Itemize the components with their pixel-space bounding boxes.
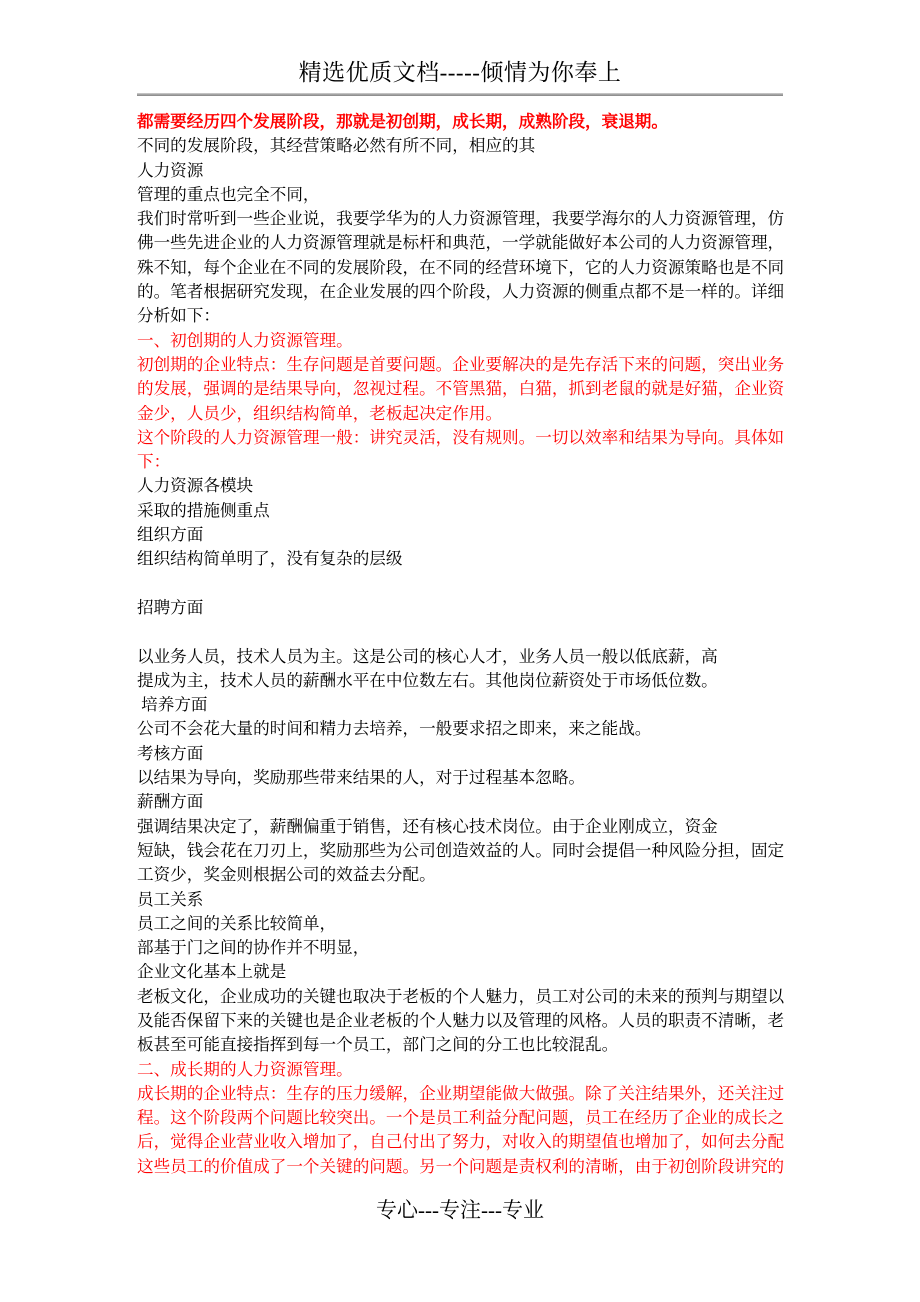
text-line: 二、成长期的人力资源管理。: [137, 1059, 353, 1079]
text-line: 员工之间的关系比较简单，: [137, 913, 337, 933]
text-line: 的发展，强调的是结果导向，忽视过程。不管黑猫，白猫，抓到老鼠的就是好猫，企业资: [137, 379, 785, 399]
text-line: 企业文化基本上就是: [137, 962, 287, 982]
text-line: 这些员工的价值成了一个关键的问题。另一个问题是责权利的清晰，由于初创阶段讲究的: [137, 1156, 785, 1176]
text-line: 管理的重点也完全不同，: [137, 184, 320, 204]
text-line: 采取的措施侧重点: [137, 500, 270, 520]
text-line: 提成为主，技术人员的薪酬水平在中位数左右。其他岗位薪资处于市场低位数。: [137, 670, 718, 690]
text-line: 及能否保留下来的关键也是企业老板的个人魅力以及管理的风格。人员的职责不清晰，老: [137, 1010, 785, 1030]
text-line: 一、初创期的人力资源管理。: [137, 330, 353, 350]
text-line: 分析如下：: [137, 306, 220, 326]
text-line: 强调结果决定了，薪酬偏重于销售，还有核心技术岗位。由于企业刚成立，资金: [137, 816, 718, 836]
text-line: [137, 572, 797, 596]
text-line: 人力资源各模块: [137, 476, 254, 496]
text-line: 板甚至可能直接指挥到每一个员工，部门之间的分工也比较混乱。: [137, 1035, 619, 1055]
text-line: 组织结构简单明了，没有复杂的层级: [137, 549, 403, 569]
text-line: 初创期的企业特点：生存问题是首要问题。企业要解决的是先存活下来的问题，突出业务: [137, 354, 785, 374]
text-line: 老板文化，企业成功的关键也取决于老板的个人魅力，员工对公司的未来的预判与期望以: [137, 986, 785, 1006]
text-line: 招聘方面: [137, 597, 204, 617]
text-line: 以结果为导向，奖励那些带来结果的人，对于过程基本忽略。: [137, 768, 586, 788]
text-line: 以业务人员，技术人员为主。这是公司的核心人才，业务人员一般以低底薪，高: [137, 646, 718, 666]
document-footer-text: 专心---专注---专业: [376, 1198, 544, 1222]
text-line: 薪酬方面: [137, 792, 204, 812]
text-line: 我们时常听到一些企业说，我要学华为的人力资源管理，我要学海尔的人力资源管理，仿: [137, 209, 785, 229]
text-line: 佛一些先进企业的人力资源管理就是标杆和典范，一学就能做好本公司的人力资源管理，: [137, 233, 785, 253]
text-line: 不同的发展阶段，其经营策略必然有所不同，相应的其: [137, 136, 536, 156]
text-line: 部基于门之间的协作并不明显，: [137, 938, 370, 958]
text-line: 程。这个阶段两个问题比较突出。一个是员工利益分配问题，员工在经历了企业的成长之: [137, 1108, 785, 1128]
text-line: 这个阶段的人力资源管理一般：讲究灵活，没有规则。一切以效率和结果为导向。具体如: [137, 427, 785, 447]
text-line: 工资少，奖金则根据公司的效益去分配。: [137, 865, 436, 885]
text-line: 的。笔者根据研究发现，在企业发展的四个阶段，人力资源的侧重点都不是一样的。详细: [137, 282, 785, 302]
text-line: 员工关系: [137, 889, 204, 909]
text-line: 培养方面: [137, 695, 208, 715]
text-line: [137, 620, 797, 644]
text-line: 金少，人员少，组织结构简单，老板起决定作用。: [137, 403, 503, 423]
text-line: 都需要经历四个发展阶段，那就是初创期，成长期，成熟阶段，衰退期。: [137, 112, 668, 131]
text-line: 公司不会花大量的时间和精力去培养，一般要求招之即来，来之能战。: [137, 719, 652, 739]
text-line: 下：: [137, 452, 171, 472]
document-body: [137, 110, 797, 1179]
text-line: 殊不知，每个企业在不同的发展阶段，在不同的经营环境下，它的人力资源策略也是不同: [137, 257, 785, 277]
text-line: 成长期的企业特点：生存的压力缓解，企业期望能做大做强。除了关注结果外，还关注过: [137, 1083, 785, 1103]
header-rule: [137, 93, 783, 96]
text-line: 短缺，钱会花在刀刃上，奖励那些为公司创造效益的人。同时会提倡一种风险分担，固定: [137, 840, 785, 860]
text-line: 考核方面: [137, 743, 204, 763]
text-line: 后，觉得企业营业收入增加了，自己付出了努力，对收入的期望值也增加了，如何去分配: [137, 1132, 785, 1152]
text-line: 人力资源: [137, 160, 204, 180]
document-header-title: 精选优质文档-----倾情为你奉上: [298, 60, 622, 85]
text-line: 组织方面: [137, 525, 204, 545]
